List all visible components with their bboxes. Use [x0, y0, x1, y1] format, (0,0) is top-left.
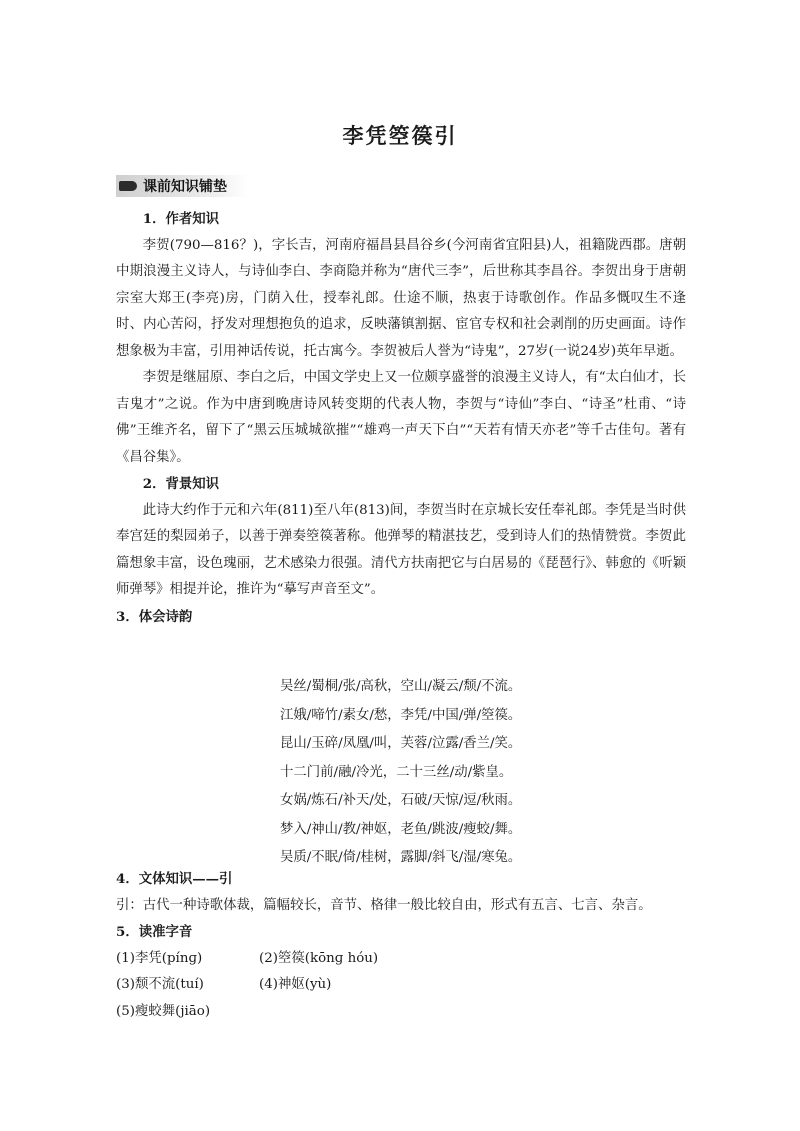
pronunciation-item: (2)箜篌(kōnɡ hóu) [259, 950, 379, 966]
author-section [116, 206, 686, 630]
section-header-label: 课前知识铺垫 [143, 179, 227, 195]
pronunciation-item: (4)神妪(yù) [259, 977, 332, 992]
poem-line: 梦入/神山/教/神妪，老鱼/跳波/瘦蛟/舞。 [280, 821, 522, 837]
pronunciation-row [116, 946, 686, 973]
poem-line: 昆山/玉碎/凤凰/叫，芙蓉/泣露/香兰/笑。 [280, 736, 522, 751]
background-paragraph: 此诗大约作于元和六年(811)至八年(813)间，李贺当时在京城长安任奉礼郎。李凭是当时供奉宫廷的梨园弟子，以善于弹奏箜篌著称。他弹琴的精湛技艺，受到诗人们的热情赞赏。李贺此篇想象丰富，设色瑰丽，艺术感染力很强。清代方扶南把它与白居易的《琵琶行》、韩愈的《听颖师弹琴》相提并论，推许为“摹写声音至文”。 [116, 502, 686, 597]
poem-line: 江娥/啼竹/素女/愁，李凭/中国/弹/箜篌。 [280, 707, 522, 723]
poem-line: 女娲/炼石/补天/处，石破/天惊/逗/秋雨。 [280, 793, 522, 808]
genre-paragraph: 引：古代一种诗歌体裁，篇幅较长，音节、格律一般比较自由，形式有五言、七言、杂言。 [116, 897, 652, 913]
poem-line: 吴质/不眠/倚/桂树，露脚/斜飞/湿/寒兔。 [280, 850, 522, 865]
section-bullet-icon [119, 181, 137, 191]
poem-line: 十二门前/融/冷光，二十三丝/动/紫皇。 [280, 764, 513, 780]
poem-heading: 3．体会诗韵 [116, 608, 193, 625]
poem-line: 吴丝/蜀桐/张/高秋，空山/凝云/颓/不流。 [280, 679, 522, 694]
pronunciation-item: (5)瘦蛟舞(jiāo) [116, 1003, 211, 1019]
pronunciation-row [116, 972, 686, 999]
author-heading: 1．作者知识 [142, 211, 220, 227]
pronunciation-row [116, 999, 686, 1026]
pronunciation-item: (3)颓不流(tuí) [116, 977, 204, 992]
genre-section [116, 866, 686, 1025]
author-paragraph-1: 李贺(790—816？)，字长吉，河南府福昌县昌谷乡(今河南省宜阳县)人，祖籍陇西郡。唐朝中期浪漫主义诗人，与诗仙李白、李商隐并称为“唐代三李”，后世称其李昌谷。李贺出身于唐朝宗室大郑王(李亮)房，门荫入仕，授奉礼郎。仕途不顺，热衷于诗歌创作。作品多慨叹生不逢时、内心苦闷，抒发对理想抱负的追求，反映藩镇割据、宦官专权和社会剥削的历史画面。诗作想象极为丰富，引用神话传说，托古寓今。李贺被后人誉为“诗鬼”，27岁(一说24岁)英年早逝。 [116, 237, 686, 359]
poem-block [280, 673, 600, 873]
page-title: 李凭箜篌引 [342, 124, 458, 148]
section-header [116, 175, 248, 197]
genre-heading: 4．文体知识——引 [116, 871, 233, 887]
pronunciation-item: (1)李凭(pínɡ) [116, 950, 203, 966]
background-heading: 2．背景知识 [142, 476, 220, 492]
author-paragraph-2: 李贺是继屈原、李白之后，中国文学史上又一位颇享盛誉的浪漫主义诗人，有“太白仙才，长吉鬼才”之说。作为中唐到晚唐诗风转变期的代表人物，李贺与“诗仙”李白、“诗圣”杜甫、“诗佛”王维齐名，留下了“黑云压城城欲摧”“雄鸡一声天下白”“天若有情天亦老”等千古佳句。著有《昌谷集》。 [116, 370, 686, 465]
pronunciation-heading: 5．读准字音 [116, 924, 193, 940]
